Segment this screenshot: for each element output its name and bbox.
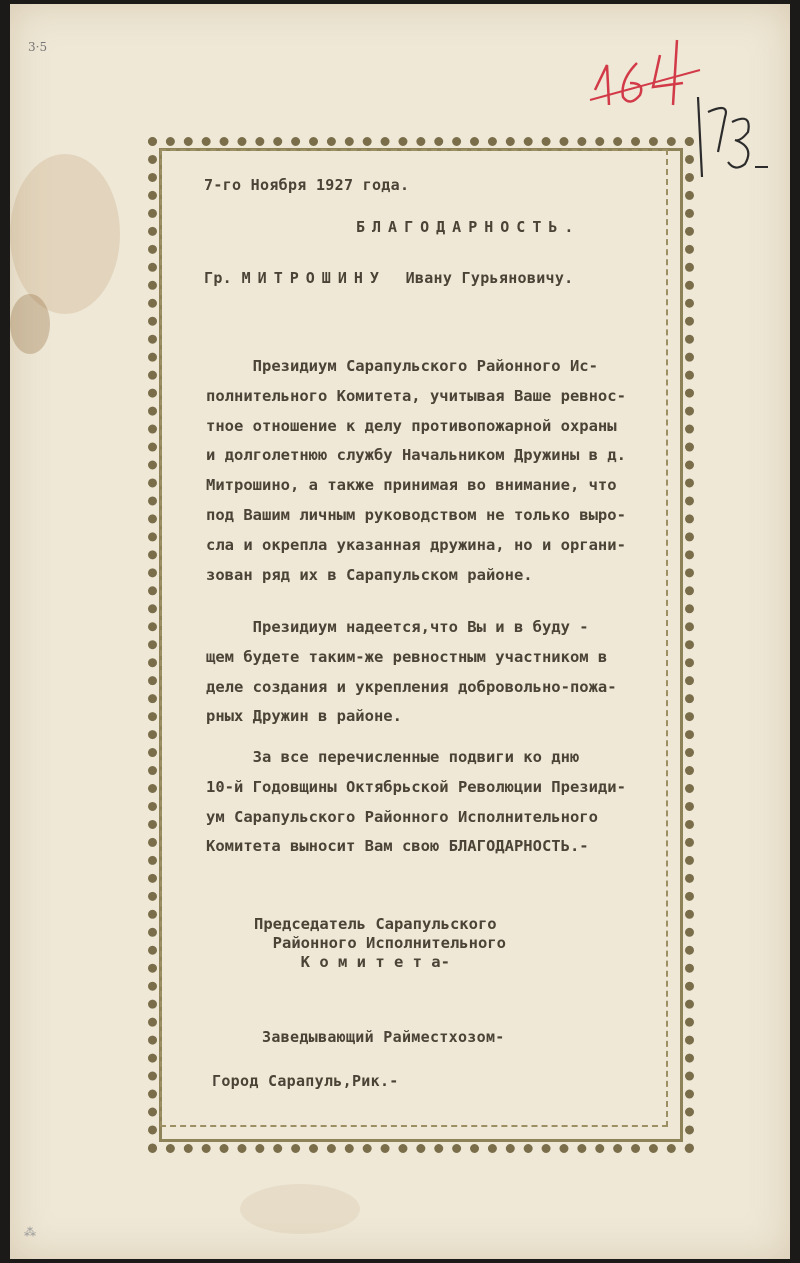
paragraph-2	[206, 613, 661, 732]
text-line: Комитета выносит Вам свою БЛАГОДАРНОСТЬ.-	[206, 837, 589, 856]
signature-line: Председатель Сарапульского	[254, 915, 497, 933]
text-line: 10-й Годовщины Октябрьской Революции Президи-	[206, 777, 626, 796]
signature-block	[254, 915, 709, 972]
signature-line: К о м и т е т а-	[254, 953, 450, 971]
addressee-prefix: Гр.	[204, 269, 232, 287]
signature-line: Районного Исполнительного	[254, 934, 506, 952]
text-line: полнительного Комитета, учитывая Ваше ревнос-	[206, 386, 626, 405]
document-title: БЛАГОДАРНОСТЬ.	[356, 218, 581, 236]
addressee-name: Ивану Гурьяновичу.	[405, 269, 574, 287]
text-line: под Вашим личным руководством не только выро-	[206, 505, 626, 524]
paper-stain	[240, 1184, 360, 1234]
document-date: 7-го Ноября 1927 года.	[204, 176, 410, 194]
text-line: зован ряд их в Сарапульском районе.	[206, 565, 533, 584]
text-line: тное отношение к делу противопожарной охраны	[206, 416, 617, 435]
archive-number-handwritten	[585, 25, 705, 110]
paragraph-1	[206, 352, 661, 590]
text-line: сла и окрепла указанная дружина, но и органи-	[206, 535, 626, 554]
text-line: деле создания и укрепления добровольно-пожа-	[206, 677, 617, 696]
city-line: Город Сарапуль,Рик.-	[212, 1072, 399, 1090]
text-line: щем будете таким-же ревностным участником в	[206, 647, 608, 666]
sheet-number-handwritten	[690, 92, 770, 182]
paper-stain	[10, 154, 120, 314]
text-line: За все перечисленные подвиги ко дню	[206, 748, 580, 766]
text-line: и долголетнюю службу Начальником Дружины в д.	[206, 446, 626, 465]
text-line: рных Дружин в районе.	[206, 707, 402, 726]
text-line: Митрошино, а также принимая во внимание, что	[206, 476, 617, 495]
bottom-margin-mark: ⁂	[24, 1225, 36, 1239]
paragraph-3	[206, 743, 661, 862]
paper-stain	[10, 294, 50, 354]
text-line: Президиум надеется,что Вы и в буду -	[206, 618, 589, 636]
margin-pencil-mark: 3·5	[28, 40, 48, 54]
addressee-line	[204, 268, 574, 287]
addressee-surname: МИТРОШИНУ	[241, 269, 386, 287]
text-line: Президиум Сарапульского Районного Ис-	[206, 357, 598, 375]
text-line: ум Сарапульского Районного Исполнительного	[206, 807, 598, 826]
manager-line: Заведывающий Райместхозом-	[262, 1028, 505, 1046]
